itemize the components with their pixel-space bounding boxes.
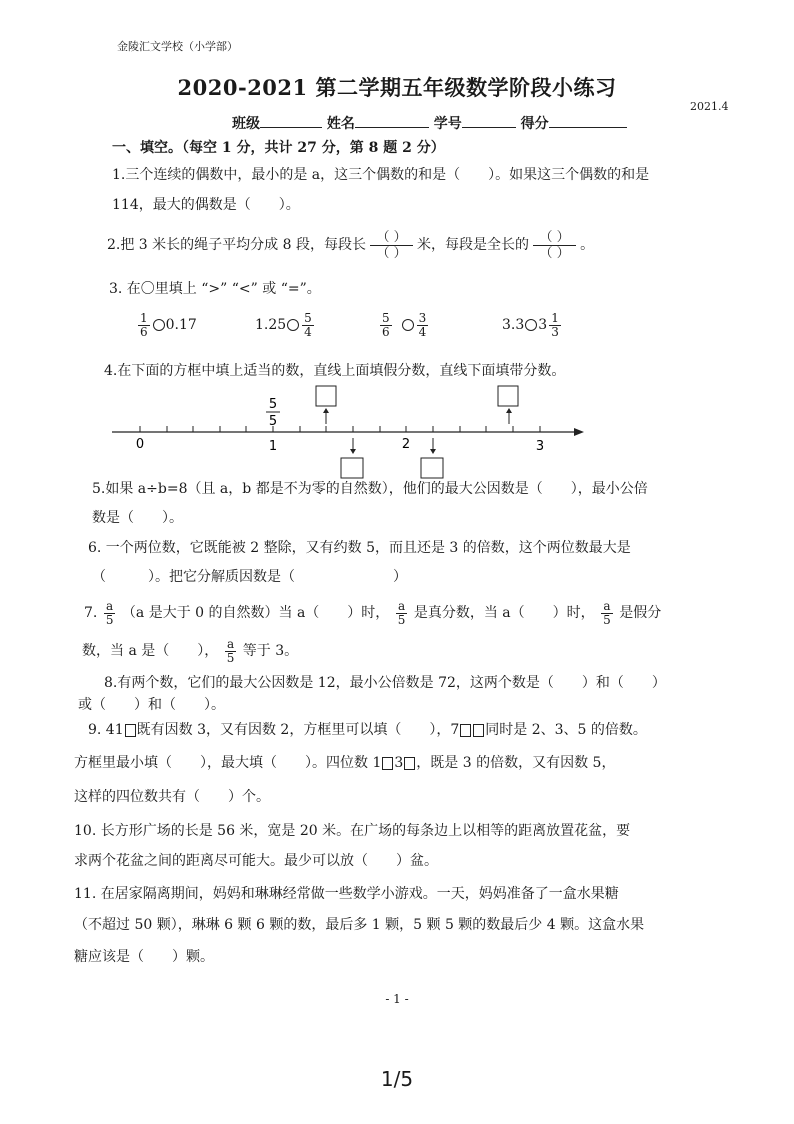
score-label: 得分 bbox=[520, 116, 549, 132]
q3-item2: 1.25 $\frac{5}{4}$ bbox=[255, 310, 312, 339]
number-line bbox=[100, 382, 600, 482]
marked-fraction-den: 5 bbox=[268, 414, 278, 429]
q9-line3: 这样的四位数共有（ ）个。 bbox=[74, 789, 270, 805]
answer-box-bottom-1 bbox=[341, 458, 363, 478]
class-label: 班级 bbox=[232, 116, 260, 132]
tick-label-1: 1 bbox=[268, 439, 278, 454]
score-blank bbox=[549, 113, 627, 128]
school-name: 金陵汇文学校（小学部） bbox=[117, 40, 238, 53]
answer-box-top-1 bbox=[316, 386, 336, 406]
q5-line1: 5.如果 a÷b=8（且 a，b 都是不为零的自然数），他们的最大公因数是（ ），最小公倍 bbox=[92, 481, 648, 497]
student-info-row bbox=[232, 113, 627, 133]
section-heading: 一、填空。（每空 1 分，共计 27 分，第 8 题 2 分） bbox=[112, 140, 445, 156]
student-number-blank bbox=[462, 113, 516, 128]
q2-part-fraction-blank: $\frac{( )}{( )}$ bbox=[533, 230, 575, 261]
arrow-head-icon bbox=[574, 428, 584, 436]
page-number: - 1 - bbox=[385, 992, 409, 1006]
q3-item3: $\frac{5}{6}$ $\frac{3}{4}$ bbox=[382, 310, 427, 339]
compare-circle bbox=[153, 319, 165, 331]
pdf-page-indicator: 1/5 bbox=[380, 1067, 414, 1091]
marked-fraction-num: 5 bbox=[268, 397, 278, 412]
name-label: 姓名 bbox=[326, 116, 355, 132]
q6-line1: 6. 一个两位数，它既能被 2 整除，又有约数 5，而且还是 3 的倍数，这个两位数最大是 bbox=[88, 540, 631, 556]
compare-circle bbox=[525, 319, 537, 331]
q10-line1: 10. 长方形广场的长是 56 米，宽是 20 米。在广场的每条边上以相等的距离放置花盆，要 bbox=[74, 823, 631, 839]
answer-box-top-2 bbox=[498, 386, 518, 406]
student-number-label: 学号 bbox=[433, 116, 462, 132]
digit-box bbox=[460, 724, 471, 737]
q3-item4: 3.3 3 $\frac{1}{3}$ bbox=[502, 310, 559, 339]
q5-line2: 数是（ ）。 bbox=[92, 510, 183, 526]
name-blank bbox=[355, 113, 429, 128]
q4-prompt: 4.在下面的方框中填上适当的数，直线上面填假分数，直线下面填带分数。 bbox=[104, 363, 566, 379]
digit-box bbox=[404, 757, 415, 770]
exam-date: 2021.4 bbox=[690, 100, 729, 113]
q2-length-fraction-blank: $\frac{( )}{( )}$ bbox=[370, 230, 412, 261]
q11-line2: （不超过 50 颗），琳琳 6 颗 6 颗的数，最后多 1 颗，5 颗 5 颗的数最后少 4 颗。这盒水果 bbox=[74, 917, 645, 933]
q7-line2: 数，当 a 是（ ）， $\frac{a}{5}$ 等于 3。 bbox=[82, 636, 299, 665]
tick-label-2: 2 bbox=[401, 437, 411, 452]
q8-line1: 8.有两个数，它们的最大公因数是 12，最小公倍数是 72，这两个数是（ ）和（ ） bbox=[104, 675, 666, 691]
digit-box bbox=[473, 724, 484, 737]
digit-box bbox=[382, 757, 393, 770]
answer-box-bottom-2 bbox=[421, 458, 443, 478]
q11-line1: 11. 在居家隔离期间，妈妈和琳琳经常做一些数学小游戏。一天，妈妈准备了一盒水果糖 bbox=[74, 886, 619, 902]
exam-title: 2020-2021 第二学期五年级数学阶段小练习 bbox=[177, 75, 617, 100]
q7-line1: 7. $\frac{a}{5}$ （a 是大于 0 的自然数）当 a（ ）时， $\frac{a}{5}$ 是真分数，当 a（ ）时， $\frac{a}{5}$ 是假分 bbox=[84, 598, 662, 627]
q2-line: 2.把 3 米长的绳子平均分成 8 段，每段长 $\frac{( )}{( )}$ 米，每段是全长的 $\frac{( )}{( )}$ 。 bbox=[107, 229, 595, 261]
q1-line1: 1.三个连续的偶数中，最小的是 a，这三个偶数的和是（ ）。如果这三个偶数的和是 bbox=[112, 167, 650, 183]
q9-line1: 9. 41 既有因数 3，又有因数 2，方框里可以填（ ），7 同时是 2、3、5 的倍数。 bbox=[88, 722, 647, 738]
q3-prompt: 3. 在〇里填上 “>” “<” 或 “=”。 bbox=[109, 281, 321, 297]
q1-line2: 114，最大的偶数是（ ）。 bbox=[112, 197, 300, 213]
tick-label-0: 0 bbox=[135, 437, 145, 452]
q11-line3: 糖应该是（ ）颗。 bbox=[74, 949, 214, 965]
q10-line2: 求两个花盆之间的距离尽可能大。最少可以放（ ）盆。 bbox=[74, 853, 438, 869]
q3-item1: $\frac{1}{6}$ 0.17 bbox=[140, 310, 197, 339]
compare-circle bbox=[402, 319, 414, 331]
tick-label-3: 3 bbox=[535, 439, 545, 454]
compare-circle bbox=[287, 319, 299, 331]
digit-box bbox=[125, 724, 136, 737]
q8-line2: 或（ ）和（ ）。 bbox=[78, 697, 225, 713]
q9-line2: 方框里最小填（ ），最大填（ ）。四位数 1 3 ，既是 3 的倍数，又有因数 5， bbox=[74, 755, 616, 771]
q6-line2: （ ）。把它分解质因数是（ ） bbox=[92, 569, 407, 585]
class-blank bbox=[260, 113, 322, 128]
